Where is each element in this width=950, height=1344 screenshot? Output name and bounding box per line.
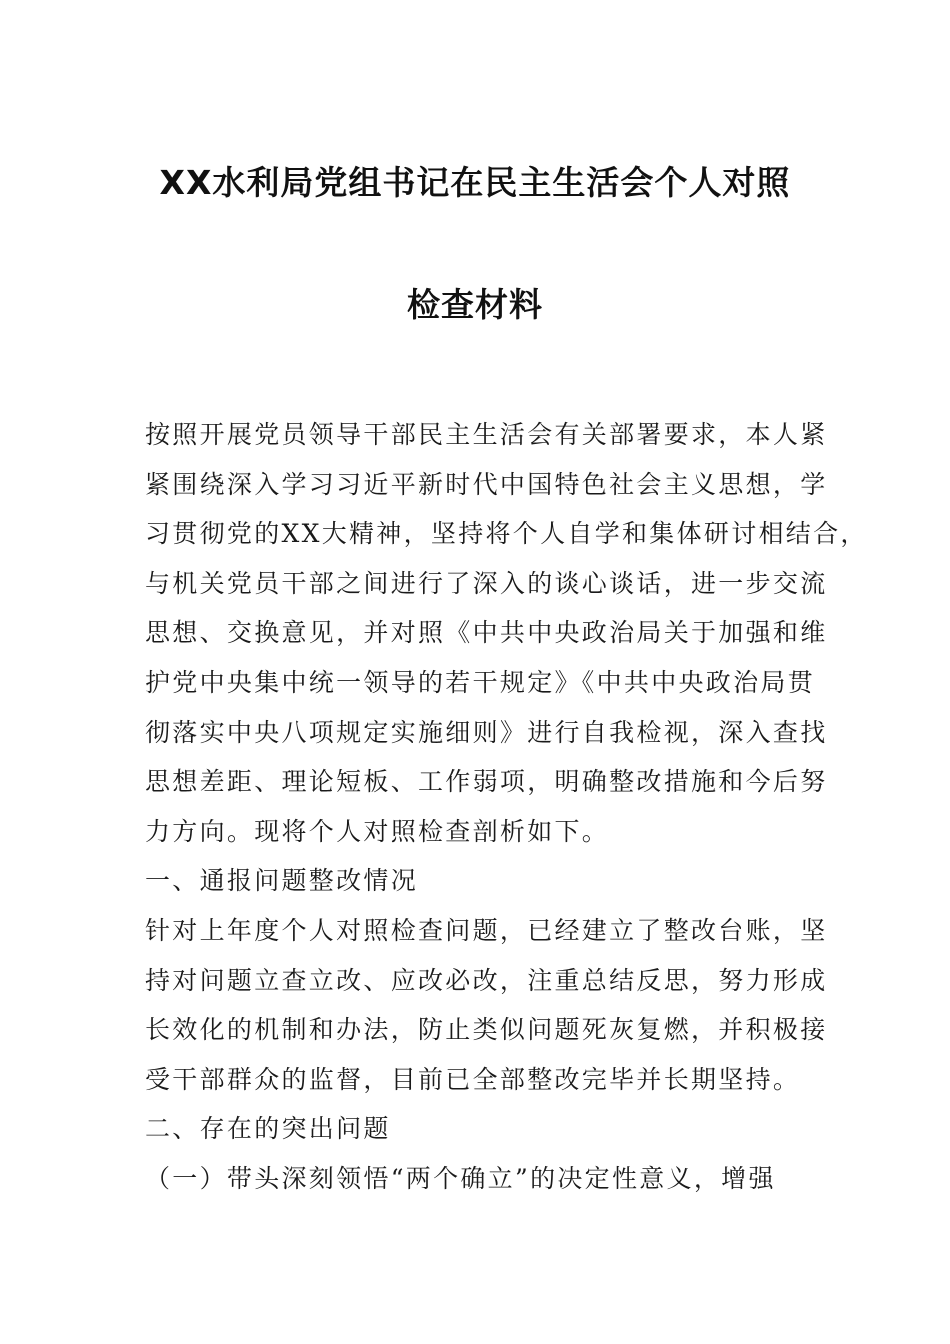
body-line: 针对上年度个人对照检查问题，已经建立了整改台账，坚	[145, 915, 828, 945]
document-title-line-2: 检查材料	[407, 285, 543, 324]
body-line: 长效化的机制和办法，防止类似问题死灰复燃，并积极接	[145, 1015, 828, 1045]
body-line: 紧围绕深入学习习近平新时代中国特色社会主义思想，学	[145, 469, 828, 499]
document-body	[145, 410, 868, 1204]
section-heading: 一、通报问题整改情况	[145, 866, 419, 896]
body-line: 力方向。现将个人对照检查剖析如下。	[145, 816, 610, 846]
body-line: 与机关党员干部之间进行了深入的谈心谈话，进一步交流	[145, 568, 828, 598]
section-heading: 二、存在的突出问题	[145, 1114, 391, 1144]
body-line: 受干部群众的监督，目前已全部整改完毕并长期坚持。	[145, 1064, 801, 1094]
body-line: 按照开展党员领导干部民主生活会有关部署要求，本人紧	[145, 420, 828, 449]
body-line: 彻落实中央八项规定实施细则》进行自我检视，深入查找	[145, 717, 828, 747]
body-line: 思想、交换意见，并对照《中共中央政治局关于加强和维	[145, 618, 828, 648]
document-title-line-1: XX水利局党组书记在民主生活会个人对照	[159, 163, 791, 202]
body-line: 持对问题立查立改、应改必改，注重总结反思，努力形成	[145, 965, 828, 995]
body-line: 思想差距、理论短板、工作弱项，明确整改措施和今后努	[145, 767, 828, 797]
body-line: 习贯彻党的XX大精神，坚持将个人自学和集体研讨相结合，	[145, 519, 868, 549]
subsection-heading: （一）带头深刻领悟“两个确立”的决定性意义，增强	[145, 1163, 776, 1193]
body-line: 护党中央集中统一领导的若干规定》《中共中央政治局贯	[145, 667, 816, 697]
